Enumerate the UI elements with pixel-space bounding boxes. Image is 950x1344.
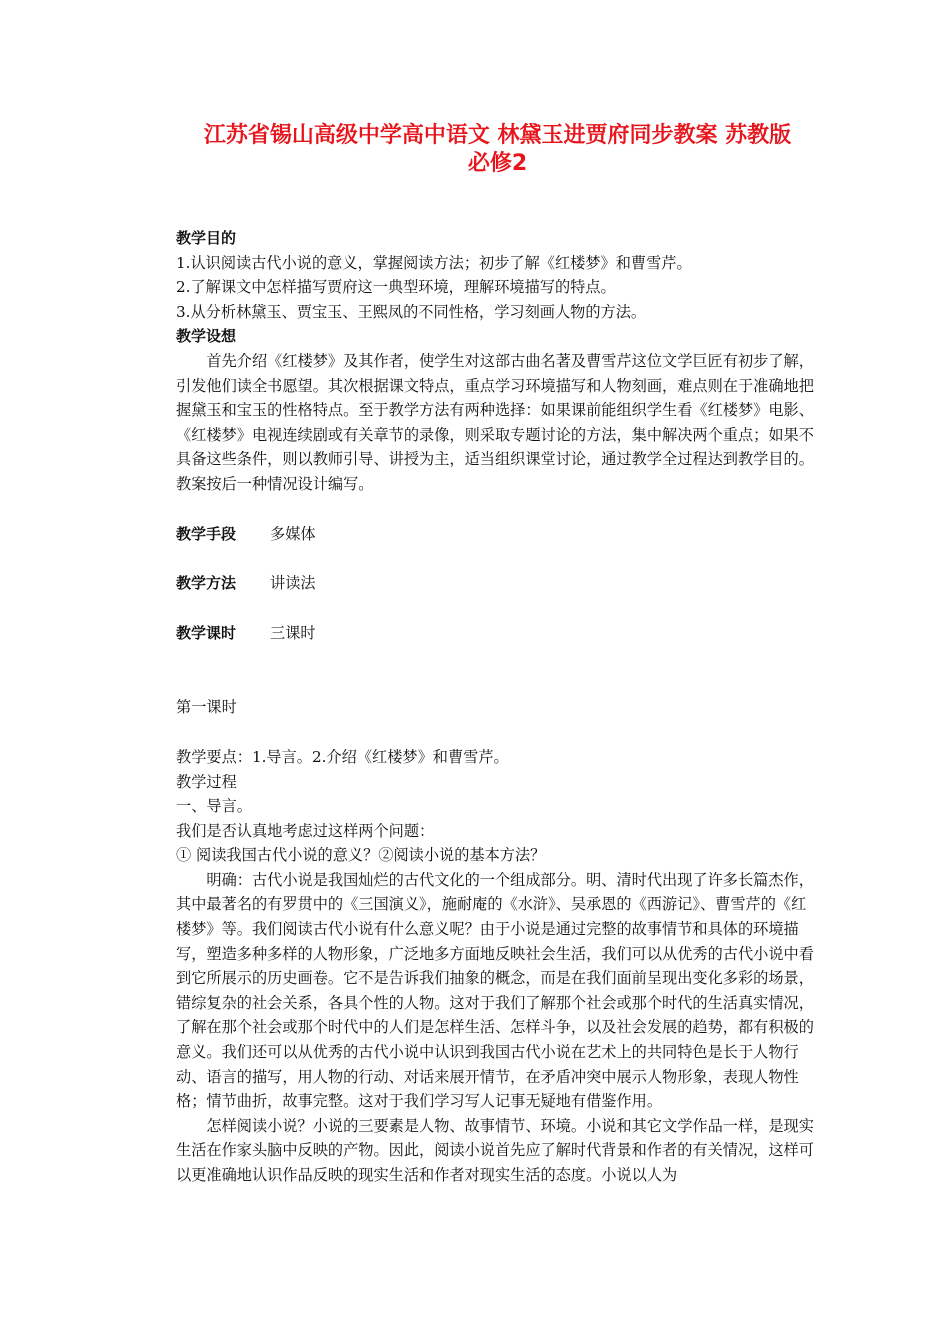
teaching-hours-label: 教学课时 [176,623,237,642]
teaching-hours-value: 三课时 [270,623,316,642]
teaching-means-row [176,522,816,547]
teaching-method-label: 教学方法 [176,574,237,593]
goal-item-3: 3.从分析林黛玉、贾宝玉、王熙凤的不同性格，学习刻画人物的方法。 [176,302,647,321]
design-heading: 教学设想 [176,327,237,346]
key-points: 教学要点：1.导言。2.介绍《红楼梦》和曹雪芹。 [176,747,509,766]
goal-item-1: 1.认识阅读古代小说的意义，掌握阅读方法；初步了解《红楼梦》和曹雪芹。 [176,253,692,272]
title-line-1: 江苏省锡山高级中学高中语文 林黛玉进贾府同步教案 苏教版 [203,123,792,148]
title-line-2: 必修2 [467,151,528,176]
design-paragraph: 首先介绍《红楼梦》及其作者，使学生对这部古曲名著及曹雪芹这位文学巨匠有初步了解，引发他们读全书愿望。其次根据课文特点，重点学习环境描写和人物刻画，难点则在于准确地把握黛玉和宝玉的性格特点。至于教学方法有两种选择：如果课前能组织学生看《红楼梦》电影、《红楼梦》电视连续剧或有关章节的录像，则采取专题讨论的方法，集中解决两个重点；如果不具备这些条件，则以教师引导、讲授为主，适当组织课堂讨论，通过教学全过程达到教学目的。教案按后一种情况设计编写。 [176,351,814,493]
teaching-method-value: 讲读法 [270,574,316,593]
document-body [176,226,816,1188]
questions-intro: 我们是否认真地考虑过这样两个问题： [176,821,435,840]
teaching-hours-row [176,621,816,646]
lesson-1-heading: 第一课时 [176,698,237,717]
process-heading: 教学过程 [176,772,237,791]
teaching-means-label: 教学手段 [176,524,237,543]
questions-list: ① 阅读我国古代小说的意义？②阅读小说的基本方法？ [176,846,546,865]
document-title [120,122,875,178]
teaching-means-value: 多媒体 [270,524,316,543]
goal-item-2: 2.了解课文中怎样描写贾府这一典型环境，理解环境描写的特点。 [176,278,616,297]
goals-heading: 教学目的 [176,229,237,247]
clarify-paragraph: 明确：古代小说是我国灿烂的古代文化的一个组成部分。明、清时代出现了许多长篇杰作，其中最著名的有罗贯中的《三国演义》，施耐庵的《水浒》、吴承恩的《西游记》、曹雪芹的《红楼梦》等。我们阅读古代小说有什么意义呢？由于小说是通过完整的故事情节和具体的环境描写，塑造多种多样的人物形象，广泛地多方面地反映社会生活，我们可以从优秀的古代小说中看到它所展示的历史画卷。它不是告诉我们抽象的概念，而是在我们面前呈现出变化多彩的场景，错综复杂的社会关系，各具个性的人物。这对于我们了解那个社会或那个时代的生活真实情况，了解在那个社会或那个时代中的人们是怎样生活、怎样斗争，以及社会发展的趋势，都有积极的意义。我们还可以从优秀的古代小说中认识到我国古代小说在艺术上的共同特色是长于人物行动、语言的描写，用人物的行动、对话来展开情节，在矛盾冲突中展示人物形象，表现人物性格；情节曲折，故事完整。这对于我们学习写人记事无疑地有借鉴作用。 [176,870,814,1111]
teaching-method-row [176,571,816,596]
how-to-read-paragraph: 怎样阅读小说？小说的三要素是人物、故事情节、环境。小说和其它文学作品一样，是现实生活在作家头脑中反映的产物。因此，阅读小说首先应了解时代背景和作者的有关情况，这样可以更准确地认识作品反映的现实生活和作者对现实生活的态度。小说以人为 [176,1116,814,1184]
section-1-heading: 一、导言。 [176,797,252,816]
